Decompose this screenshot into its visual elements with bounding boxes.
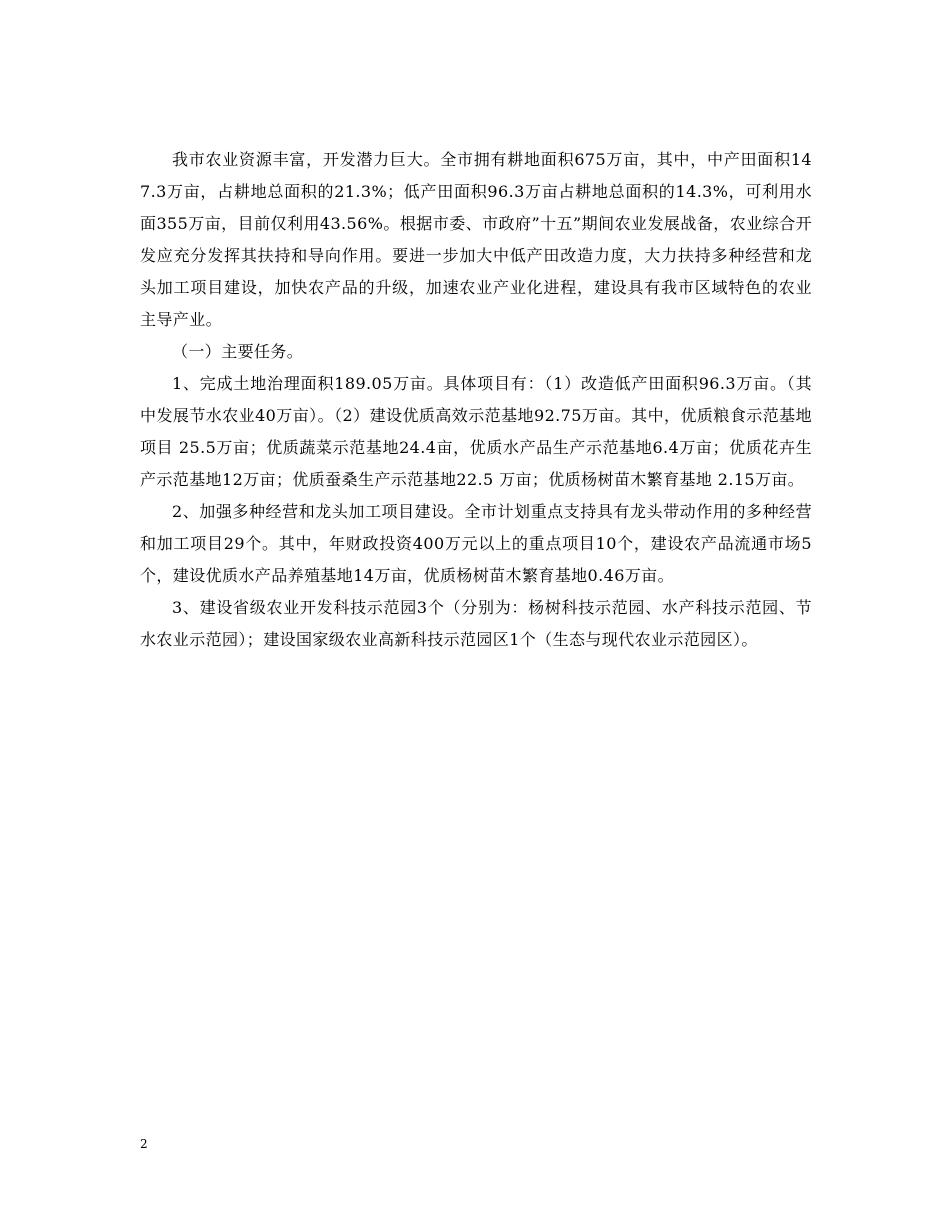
paragraph-task-3: 3、建设省级农业开发科技示范园3个（分别为：杨树科技示范园、水产科技示范园、节水农业示范园）；建设国家级农业高新科技示范园区1个（生态与现代农业示范园区）。: [140, 598, 812, 649]
page-number: 2: [140, 1137, 148, 1151]
paragraph-task-1: 1、完成土地治理面积189.05万亩。具体项目有：（1）改造低产田面积96.3万亩。（其中发展节水农业40万亩）。（2）建设优质高效示范基地92.75万亩。其中，优质粮食示范基地项目 25.5万亩；优质蔬菜示范基地24.4亩，优质水产品生产示范基地6.4万亩；优质花卉生产示范基地12万亩；优质蚕桑生产示范基地22.5 万亩；优质杨树苗木繁育基地 2.15万亩。: [140, 374, 812, 489]
paragraph-intro: 我市农业资源丰富，开发潜力巨大。全市拥有耕地面积675万亩，其中，中产田面积147.3万亩，占耕地总面积的21.3%；低产田面积96.3万亩占耕地总面积的14.3%，可利用水面355万亩，目前仅利用43.56%。根据市委、市政府”十五”期间农业发展战备，农业综合开发应充分发挥其扶持和导向作用。要进一步加大中低产田改造力度，大力扶持多种经营和龙头加工项目建设，加快农产品的升级，加速农业产业化进程，建设具有我市区域特色的农业主导产业。: [140, 150, 812, 329]
document-page: [140, 144, 812, 656]
paragraph-task-2: 2、加强多种经营和龙头加工项目建设。全市计划重点支持具有龙头带动作用的多种经营和加工项目29个。其中，年财政投资400万元以上的重点项目10个，建设农产品流通市场5个，建设优质水产品养殖基地14万亩，优质杨树苗木繁育基地0.46万亩。: [140, 502, 812, 585]
section-heading-main-tasks: （一）主要任务。: [172, 342, 304, 361]
